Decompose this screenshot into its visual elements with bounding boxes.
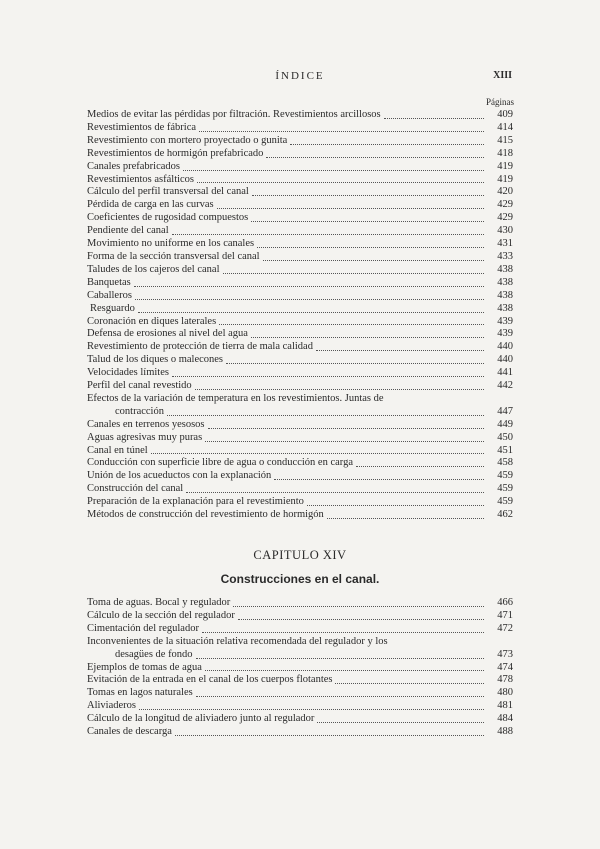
toc-entry [87,713,513,726]
toc-entry-title-cont: desagües de fondo [115,648,193,660]
chapter-title: Construcciones en el canal. [220,572,380,586]
toc-entry [87,432,513,445]
toc-entry-page: 415 [497,134,513,146]
dot-leader [316,349,484,351]
toc-entry [87,212,513,225]
toc-entry-page: 472 [497,622,513,634]
toc-entry-page: 484 [497,713,513,725]
dot-leader [335,682,484,684]
dot-leader [252,194,484,196]
toc-entry [87,496,513,509]
toc-entry [87,199,513,212]
toc-entry-title: Unión de los acueductos con la explanación [87,470,272,482]
toc-entry-continuation [87,649,513,662]
dot-leader [217,207,484,209]
dot-leader [195,388,484,390]
toc-entry-title: Ejemplos de tomas de agua [87,661,202,673]
toc-entry-title: Revestimientos asfálticos [87,173,195,185]
toc-entry-page: 433 [497,250,513,262]
dot-leader [238,618,484,620]
toc-entry-title: Pendiente del canal [87,225,169,237]
dot-leader [172,375,484,377]
toc-entry-title: Cálculo de la sección del regulador [87,609,235,621]
toc-entry-page: 458 [497,457,513,469]
toc-entry-title: Construcción del canal [87,483,184,495]
dot-leader [138,311,484,313]
toc-entry-title: Conducción con superficie libre de agua o conducción en carga [87,457,353,469]
toc-entry-page: 466 [497,597,513,608]
toc-entry-page: 409 [497,109,513,120]
dot-leader [167,414,484,416]
toc-entry-continuation [87,406,513,419]
toc-entry-page: 462 [497,509,513,521]
toc-entry-page: 441 [497,367,513,379]
dot-leader [356,465,484,467]
toc-entry-title: Tomas en lagos naturales [87,687,193,699]
toc-entry [87,225,513,238]
toc-entry-page: 449 [497,418,513,430]
dot-leader [257,246,484,248]
toc-entry [87,290,513,303]
toc-entry-page: 481 [497,700,513,712]
toc-entry-title: Resguardo [90,302,135,314]
toc-entry-page: 438 [497,263,513,275]
toc-entry-title: Canales prefabricados [87,160,180,172]
toc-entry-title: Movimiento no uniforme en los canales [87,238,255,250]
toc-entry-page: 459 [497,483,513,495]
toc-entry [87,636,513,649]
dot-leader [196,695,484,697]
toc-entry-title: Perfil del canal revestido [87,380,192,392]
toc-entry-page: 474 [497,661,513,673]
toc-entry [87,354,513,367]
toc-entry [87,470,513,483]
toc-entry [87,623,513,636]
dot-leader [151,452,484,454]
toc-entry [87,264,513,277]
toc-entry-title: Canal en túnel [87,444,148,456]
toc-entry-title: Forma de la sección transversal del canal [87,250,260,262]
pages-column-label: Páginas [486,97,514,107]
toc-entry [87,122,513,135]
toc-entry [87,109,513,122]
toc-entry-title: Cimentación del regulador [87,622,199,634]
page-number: XIII [493,70,512,81]
dot-leader [196,657,484,659]
toc-entry-title: Coeficientes de rugosidad compuestos [87,212,249,224]
toc-entry [87,419,513,432]
toc-entry [87,483,513,496]
toc-entry-page: 440 [497,341,513,353]
toc-entry [87,367,513,380]
toc-entry-title: Velocidades límites [87,367,169,379]
toc-entry-page: 429 [497,199,513,211]
toc-entry-title: Canales en terrenos yesosos [87,418,205,430]
toc-entry-title: Preparación de la explanación para el revestimiento [87,496,304,508]
dot-leader [307,504,484,506]
toc-entry-title: Caballeros [87,289,132,301]
toc-entry-page: 488 [497,726,513,738]
dot-leader [317,721,484,723]
toc-entry-page: 439 [497,315,513,327]
toc-entry-title: Evitación de la entrada en el canal de los cuerpos flotantes [87,674,333,686]
toc-entry [87,186,513,199]
toc-entry [87,380,513,393]
toc-entry-title: Toma de aguas. Bocal y regulador [87,597,231,608]
toc-entry [87,457,513,470]
toc-entry-title: Efectos de la variación de temperatura en los revestimientos. Juntas de [87,392,384,404]
dot-leader [186,491,484,493]
toc-entry-title: Inconvenientes de la situación relativa recomendada del regulador y los [87,635,388,647]
dot-leader [223,272,484,274]
dot-leader [327,517,484,519]
toc-entry [87,161,513,174]
toc-entry-page: 429 [497,212,513,224]
dot-leader [139,708,484,710]
toc-entry [87,687,513,700]
toc-entry-title: Talud de los diques o malecones [87,354,224,366]
toc-entry [87,509,513,522]
dot-leader [199,130,484,132]
toc-entry-title: Revestimientos de fábrica [87,121,197,133]
toc-entry-page: 420 [497,186,513,198]
toc-entry-title: Taludes de los cajeros del canal [87,263,220,275]
dot-leader [384,117,484,119]
toc-entry-title: Métodos de construcción del revestimiento de hormigón [87,509,324,521]
toc-entry-title-cont: contracción [115,405,164,417]
dot-leader [175,734,484,736]
toc-entry-page: 451 [497,444,513,456]
toc-entry [87,148,513,161]
toc-entry-title: Revestimiento con mortero proyectado o gunita [87,134,288,146]
toc-entry-page: 459 [497,496,513,508]
dot-leader [172,233,484,235]
toc-entry [87,393,513,406]
chapter-heading: CAPITULO XIV [253,548,347,562]
toc-entry [87,316,513,329]
toc-entry [87,662,513,675]
dot-leader [205,669,484,671]
toc-entry-page: 414 [497,121,513,133]
dot-leader [197,181,484,183]
dot-leader [205,440,484,442]
toc-entry-page: 430 [497,225,513,237]
dot-leader [219,323,484,325]
toc-entry-title: Canales de descarga [87,726,172,738]
dot-leader [251,336,484,338]
toc-entry [87,328,513,341]
toc-section-2 [87,597,513,739]
dot-leader [202,631,484,633]
toc-entry-page: 471 [497,609,513,621]
toc-entry-title: Defensa de erosiones al nivel del agua [87,328,248,340]
toc-entry [87,726,513,739]
toc-entry-title: Pérdida de carga en las curvas [87,199,214,211]
toc-entry-page: 480 [497,687,513,699]
toc-entry [87,700,513,713]
toc-entry-page: 440 [497,354,513,366]
toc-entry-title: Banquetas [87,276,131,288]
toc-entry-page: 459 [497,470,513,482]
toc-entry-page: 438 [497,289,513,301]
toc-entry-page: 442 [497,380,513,392]
toc-entry [87,341,513,354]
toc-entry-page: 438 [497,302,513,314]
toc-entry-title: Cálculo de la longitud de aliviadero junto al regulador [87,713,315,725]
toc-entry-page: 447 [497,405,513,417]
toc-entry-title: Revestimientos de hormigón prefabricado [87,147,264,159]
toc-section-1 [87,109,513,522]
dot-leader [183,169,484,171]
toc-entry-title: Aguas agresivas muy puras [87,431,203,443]
toc-entry [87,303,513,316]
toc-entry-page: 419 [497,173,513,185]
toc-entry-page: 439 [497,328,513,340]
dot-leader [274,478,484,480]
toc-entry-title: Revestimiento de protección de tierra de mala calidad [87,341,313,353]
dot-leader [263,259,484,261]
toc-entry [87,597,513,610]
running-header-title: ÍNDICE [275,70,325,82]
dot-leader [233,605,484,607]
toc-entry [87,251,513,264]
toc-entry-page: 478 [497,674,513,686]
toc-entry [87,445,513,458]
toc-entry [87,277,513,290]
dot-leader [135,298,484,300]
toc-entry-page: 418 [497,147,513,159]
dot-leader [226,362,484,364]
dot-leader [290,143,484,145]
toc-entry [87,610,513,623]
toc-entry-page: 450 [497,431,513,443]
toc-entry [87,174,513,187]
toc-entry-title: Coronación en diques laterales [87,315,217,327]
toc-entry-page: 473 [497,648,513,660]
dot-leader [266,156,484,158]
toc-entry-page: 419 [497,160,513,172]
toc-entry-title: Medios de evitar las pérdidas por filtración. Revestimientos arcillosos [87,109,381,120]
dot-leader [208,427,484,429]
toc-entry [87,674,513,687]
toc-entry-title: Aliviaderos [87,700,136,712]
toc-entry-page: 431 [497,238,513,250]
dot-leader [251,220,484,222]
dot-leader [134,285,484,287]
toc-entry [87,135,513,148]
toc-entry-title: Cálculo del perfil transversal del canal [87,186,249,198]
toc-entry-page: 438 [497,276,513,288]
toc-entry [87,238,513,251]
